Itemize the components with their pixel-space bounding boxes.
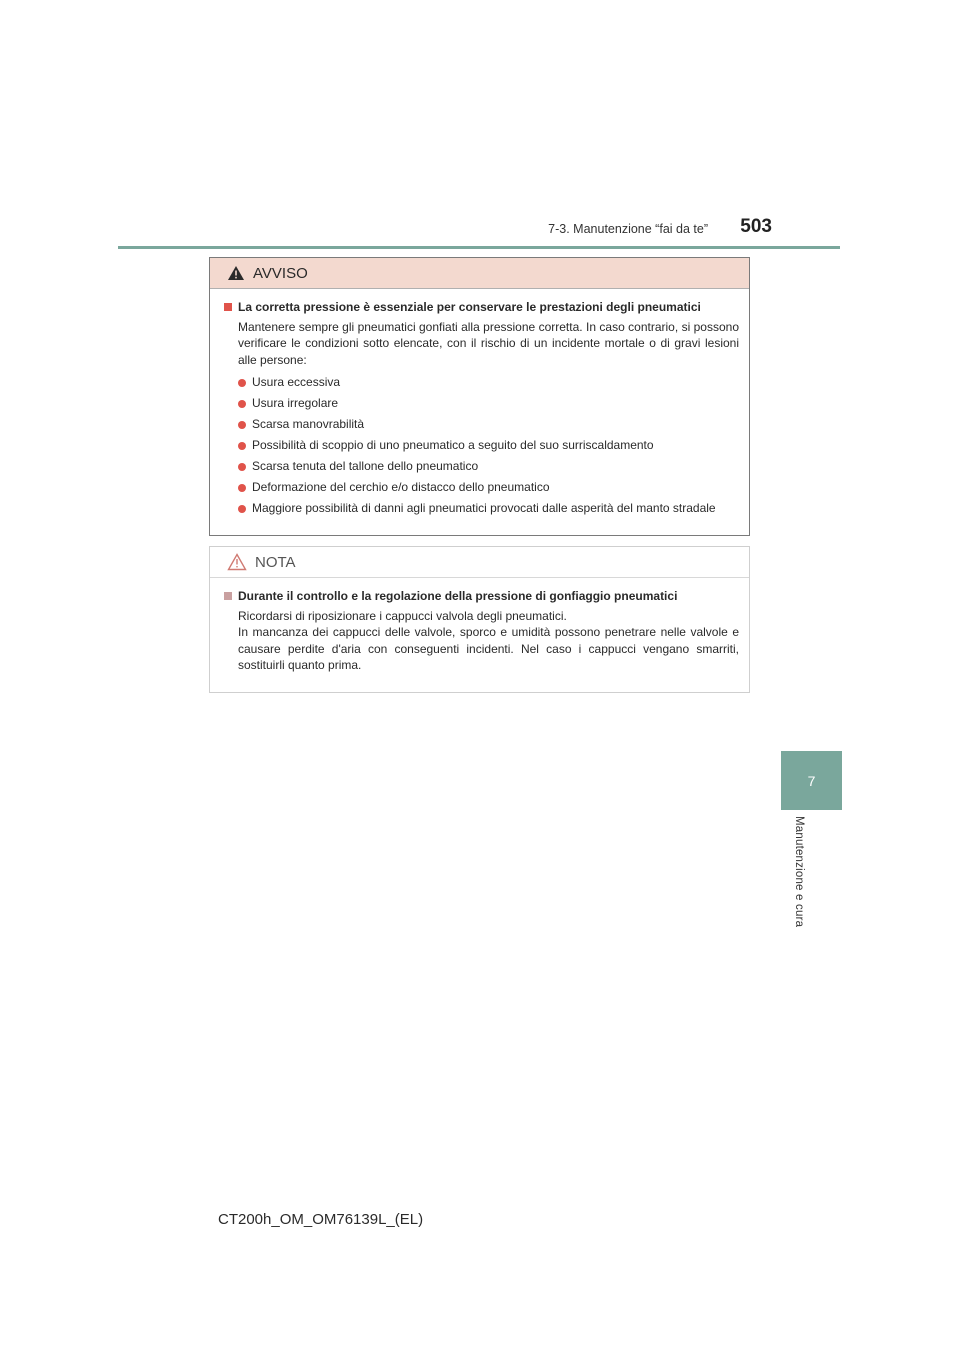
list-item xyxy=(238,372,739,393)
list-item xyxy=(238,477,739,498)
list-item-text: Usura eccessiva xyxy=(252,375,341,390)
list-item-text: Possibilità di scoppio di uno pneumatico a seguito del suo surriscaldamento xyxy=(252,438,654,453)
section-title: 7-3. Manutenzione “fai da te” xyxy=(548,222,708,236)
bullet-dot-icon xyxy=(238,379,246,387)
list-item-text: Usura irregolare xyxy=(252,396,339,411)
list-item-text: Scarsa manovrabilità xyxy=(252,417,365,432)
list-item xyxy=(238,414,739,435)
warning-title-text: La corretta pressione è essenziale per conservare le prestazioni degli pneumatici xyxy=(238,300,701,314)
square-bullet-icon xyxy=(224,592,232,600)
bullet-dot-icon xyxy=(238,484,246,492)
square-bullet-icon xyxy=(224,303,232,311)
list-item xyxy=(238,393,739,414)
note-heading: NOTA xyxy=(255,553,296,571)
warning-heading: AVVISO xyxy=(253,264,308,282)
chapter-tab xyxy=(781,751,842,810)
note-header xyxy=(210,547,749,578)
list-item xyxy=(238,435,739,456)
chapter-title: Manutenzione e cura xyxy=(793,816,805,928)
caution-triangle-icon xyxy=(227,553,247,571)
chapter-number: 7 xyxy=(807,772,816,789)
warning-triangle-icon xyxy=(227,265,245,281)
page-header xyxy=(118,212,840,249)
warning-list xyxy=(224,372,739,519)
bullet-dot-icon xyxy=(238,400,246,408)
bullet-dot-icon xyxy=(238,421,246,429)
note-title-text: Durante il controllo e la regolazione della pressione di gonfiaggio pneumatici xyxy=(238,589,678,603)
list-item-text: Maggiore possibilità di danni agli pneumatici provocati dalle asperità del manto stradale xyxy=(252,501,716,516)
document-code: CT200h_OM_OM76139L_(EL) xyxy=(218,1211,424,1228)
list-item-text: Scarsa tenuta del tallone dello pneumatico xyxy=(252,459,479,474)
bullet-dot-icon xyxy=(238,442,246,450)
note-title xyxy=(224,588,739,605)
page-number: 503 xyxy=(740,216,772,237)
warning-title xyxy=(224,299,739,316)
list-item xyxy=(238,498,739,519)
list-item-text: Deformazione del cerchio e/o distacco dello pneumatico xyxy=(252,480,550,495)
warning-box xyxy=(209,257,750,536)
warning-text: Mantenere sempre gli pneumatici gonfiati alla pressione corretta. In caso contrario, si possono verificare le condizioni sotto elencate, con il rischio di un incidente mortale o di gravi lesioni alle persone: xyxy=(238,319,739,367)
bullet-dot-icon xyxy=(238,505,246,513)
list-item xyxy=(238,456,739,477)
note-box xyxy=(209,546,750,693)
note-line-1: Ricordarsi di riposizionare i cappucci valvola degli pneumatici. xyxy=(238,608,567,623)
bullet-dot-icon xyxy=(238,463,246,471)
note-line-2: In mancanza dei cappucci delle valvole, sporco e umidità possono penetrare nelle valvole e causare perdite d'aria con conseguenti incidenti. Nel caso i cappucci vengano smarriti, sostituirli quanto prima. xyxy=(238,625,739,672)
warning-header xyxy=(210,258,749,289)
